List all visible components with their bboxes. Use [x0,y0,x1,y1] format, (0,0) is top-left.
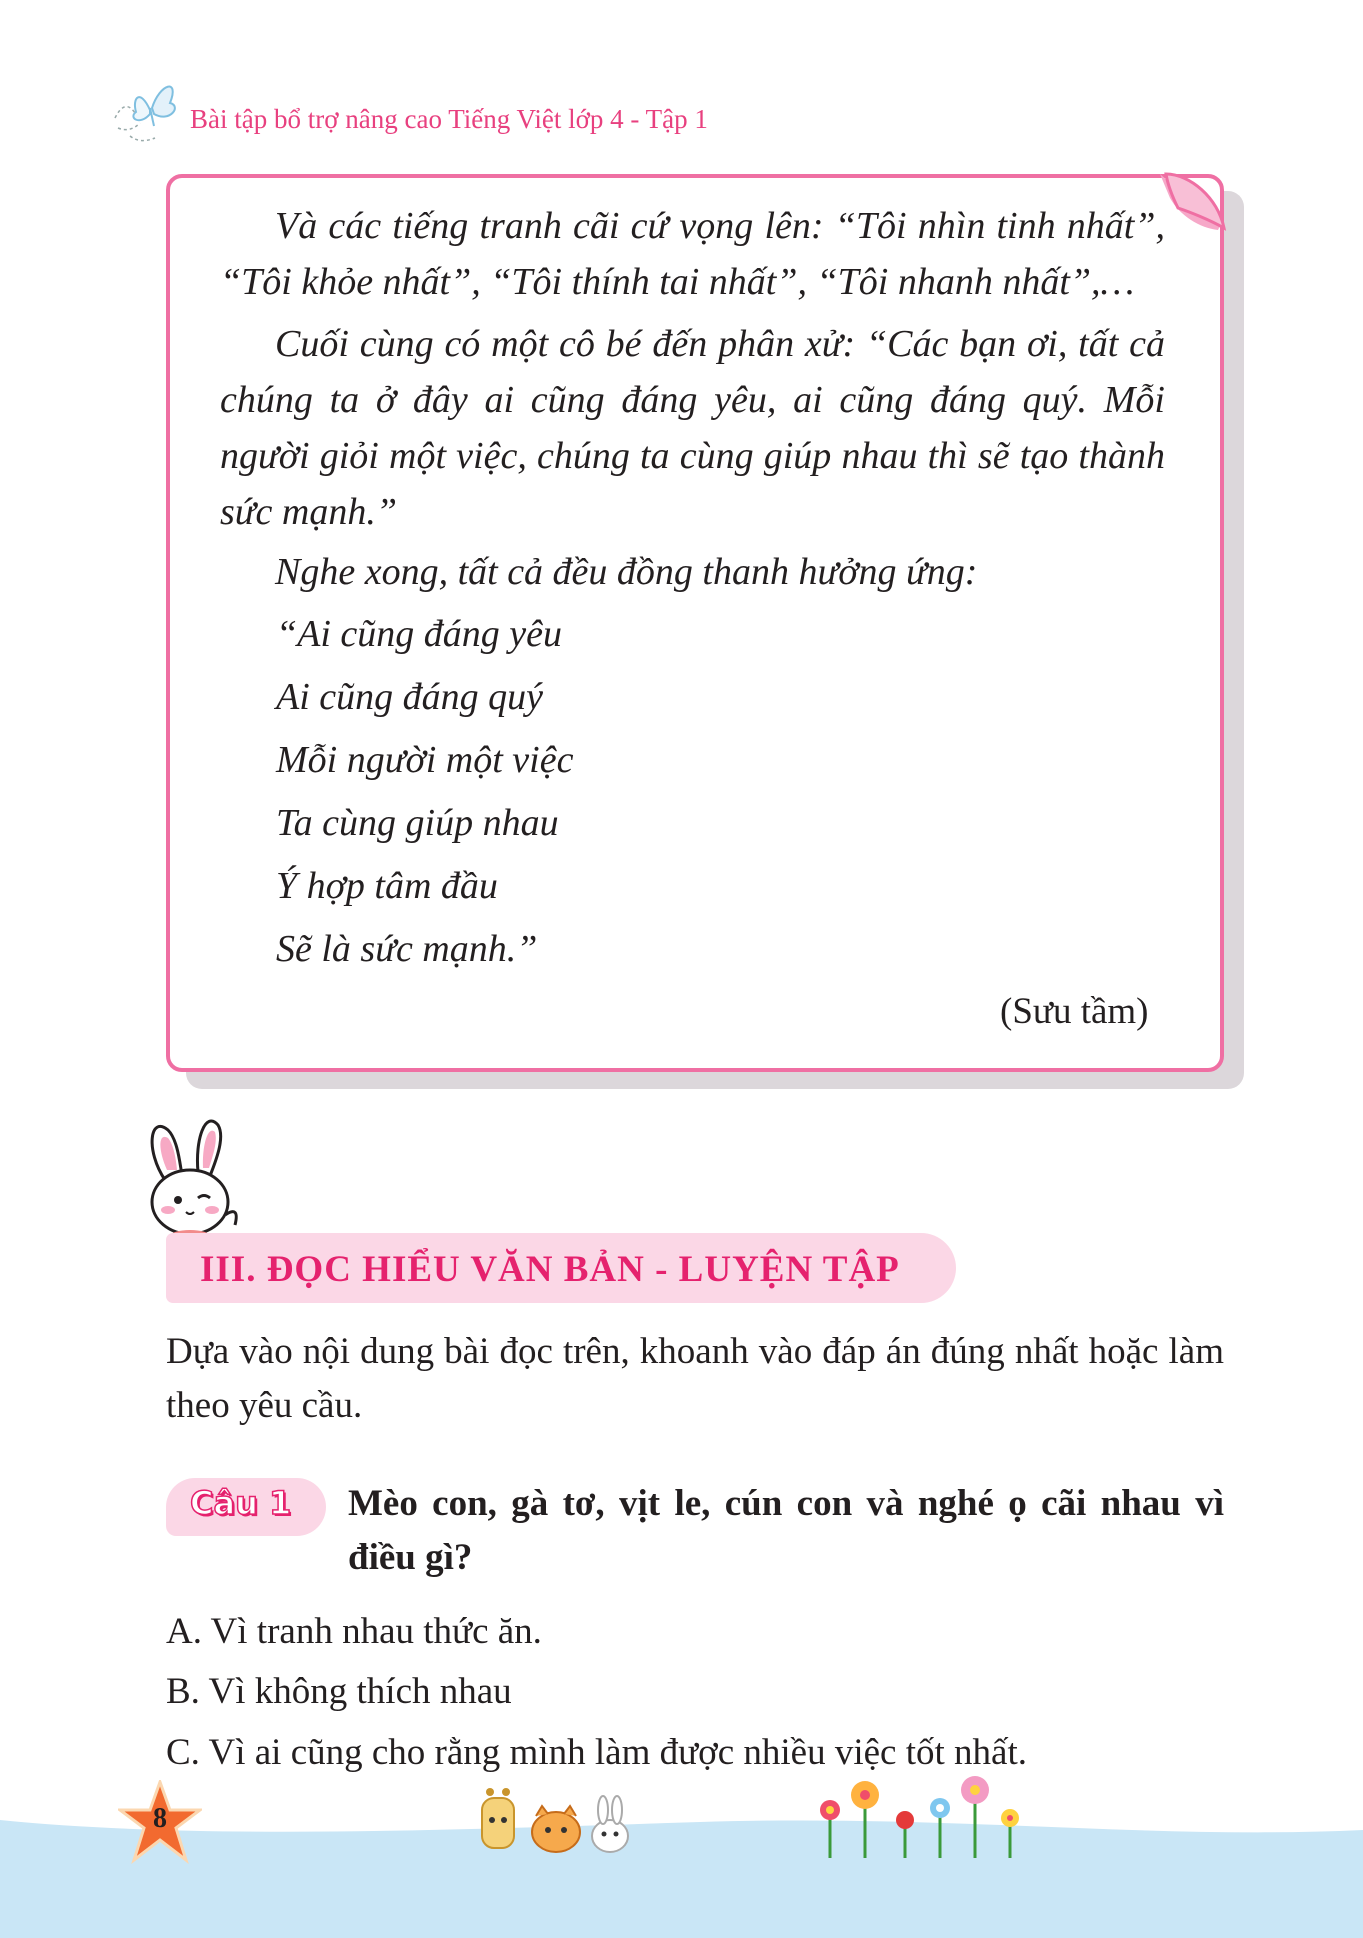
bunny-mascot-icon [140,1110,260,1240]
poem-line: Ta cùng giúp nhau [276,802,559,844]
story-paragraph: Nghe xong, tất cả đều đồng thanh hưởng ứng: [275,551,978,593]
page-header [110,78,810,148]
animals-decoration-icon [470,1780,650,1860]
answer-option-c[interactable]: C. Vì ai cũng cho rằng mình làm được nhiều việc tốt nhất. [166,1732,1027,1773]
page-number: 8 [153,1803,167,1834]
story-source: (Sưu tầm) [1000,991,1149,1032]
story-paragraph: Cuối cùng có một cô bé đến phân xử: “Các bạn ơi, tất cả chúng ta ở đây ai cũng đáng yêu, ai cũng đáng quý. Mỗi người giỏi một việc, chúng ta cùng giúp nhau thì sẽ tạo thành sức mạnh.” [220,323,1165,533]
poem-line: “Ai cũng đáng yêu [276,613,563,655]
poem-line: Sẽ là sức mạnh.” [276,928,538,970]
poem-line: Ý hợp tâm đầu [276,865,498,907]
story-text-3 [220,544,1165,600]
butterfly-icon [110,78,190,148]
page-fold-corner [1160,168,1230,238]
poem-line: Mỗi người một việc [276,739,574,781]
book-title: Bài tập bổ trợ nâng cao Tiếng Việt lớp 4 - Tập 1 [190,104,708,134]
question-text: Mèo con, gà tơ, vịt le, cún con và nghé ọ cãi nhau vì điều gì? [348,1483,1224,1578]
story-text-2 [220,316,1165,540]
footer-wave [0,1800,1363,1938]
story-paragraph: Và các tiếng tranh cãi cứ vọng lên: “Tôi nhìn tinh nhất”, “Tôi khỏe nhất”, “Tôi thính tai nhất”, “Tôi nhanh nhất”,… [220,205,1165,303]
poem-line: Ai cũng đáng quý [276,676,544,718]
question-badge: Câu 1 [190,1484,292,1522]
section-title: III. ĐỌC HIỂU VĂN BẢN - LUYỆN TẬP [200,1249,900,1290]
story-text [220,198,1165,310]
flowers-decoration-icon [810,1770,1030,1860]
instruction-text: Dựa vào nội dung bài đọc trên, khoanh vào đáp án đúng nhất hoặc làm theo yêu cầu. [166,1331,1224,1426]
answer-option-a[interactable]: A. Vì tranh nhau thức ăn. [166,1611,542,1652]
answer-option-b[interactable]: B. Vì không thích nhau [166,1671,512,1712]
